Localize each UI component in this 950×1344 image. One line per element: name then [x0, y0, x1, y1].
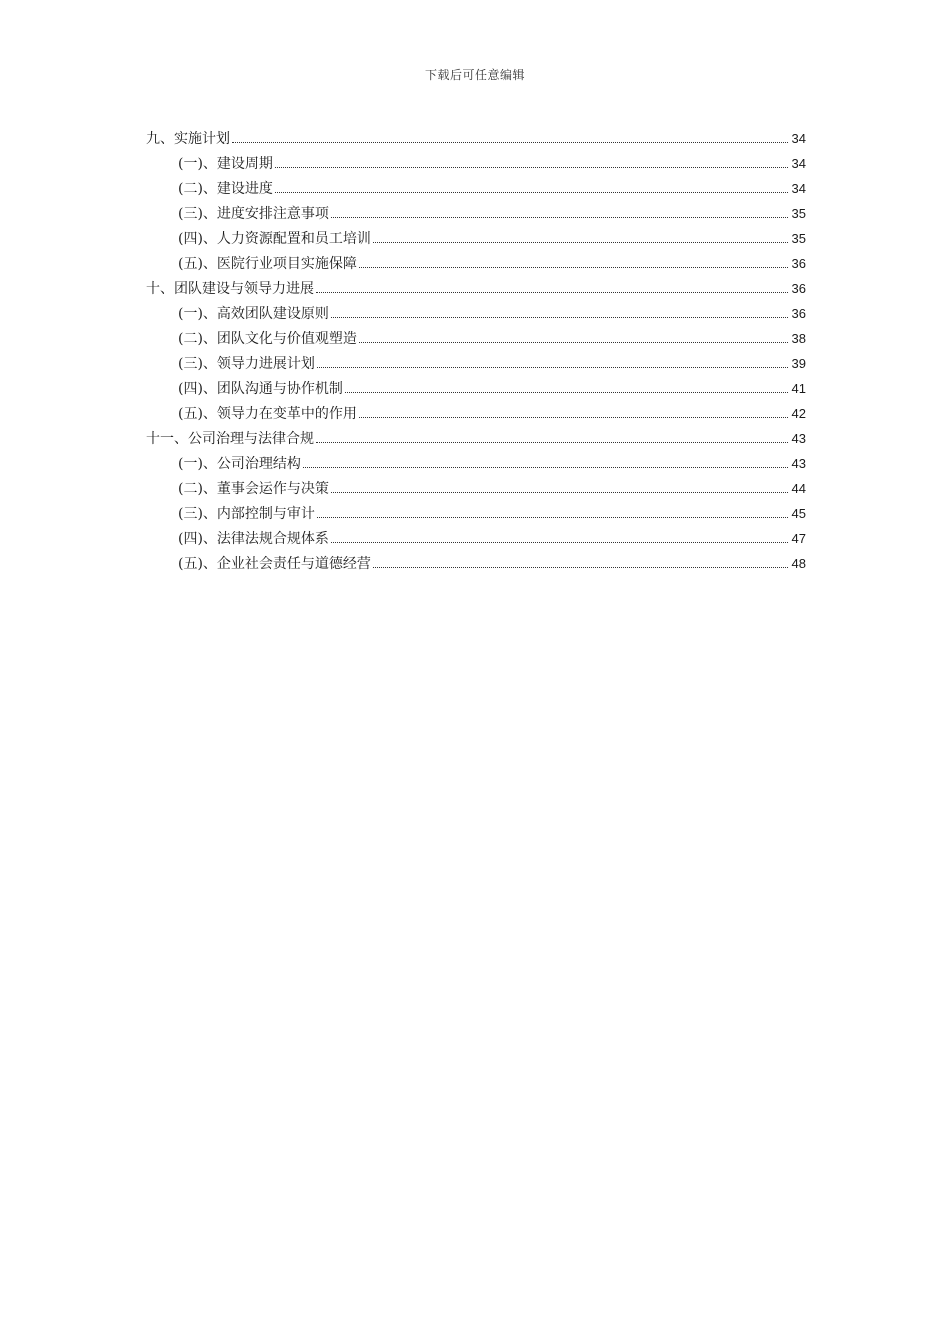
- toc-entry-title[interactable]: (三)、领导力进展计划: [178, 356, 315, 372]
- toc-entry-title[interactable]: (二)、建设进度: [178, 181, 273, 197]
- toc-leader-dots: [303, 467, 788, 468]
- toc-entry-title[interactable]: (四)、法律法规合规体系: [178, 531, 329, 547]
- toc-entry-page[interactable]: 43: [791, 431, 806, 446]
- toc-entry[interactable]: [146, 551, 806, 576]
- toc-leader-dots: [359, 267, 788, 268]
- toc-entry[interactable]: [146, 401, 806, 426]
- toc-entry-title[interactable]: (四)、人力资源配置和员工培训: [178, 231, 371, 247]
- toc-entry[interactable]: [146, 501, 806, 526]
- toc-entry-title[interactable]: (二)、团队文化与价值观塑造: [178, 331, 357, 347]
- toc-entry-title[interactable]: (五)、企业社会责任与道德经营: [178, 556, 371, 572]
- toc-leader-dots: [359, 342, 788, 343]
- toc-entry-title[interactable]: (一)、高效团队建设原则: [178, 306, 329, 322]
- toc-entry-title[interactable]: (五)、医院行业项目实施保障: [178, 256, 357, 272]
- toc-leader-dots: [316, 442, 788, 443]
- toc-entry-page[interactable]: 35: [791, 206, 806, 221]
- toc-entry-page[interactable]: 42: [791, 406, 806, 421]
- toc-leader-dots: [345, 392, 788, 393]
- toc-entry-page[interactable]: 34: [791, 131, 806, 146]
- toc-entry[interactable]: [146, 251, 806, 276]
- toc-entry-title[interactable]: 十、团队建设与领导力进展: [146, 281, 314, 297]
- table-of-contents: [146, 126, 806, 576]
- toc-leader-dots: [373, 567, 788, 568]
- toc-entry[interactable]: [146, 226, 806, 251]
- toc-entry-page[interactable]: 34: [791, 156, 806, 171]
- toc-leader-dots: [331, 492, 788, 493]
- toc-entry-page[interactable]: 39: [791, 356, 806, 371]
- toc-entry[interactable]: [146, 301, 806, 326]
- toc-leader-dots: [317, 517, 788, 518]
- toc-entry-title[interactable]: (一)、公司治理结构: [178, 456, 301, 472]
- toc-entry-title[interactable]: 十一、公司治理与法律合规: [146, 431, 314, 447]
- toc-entry-title[interactable]: (一)、建设周期: [178, 156, 273, 172]
- toc-entry-page[interactable]: 36: [791, 281, 806, 296]
- toc-entry-title[interactable]: (四)、团队沟通与协作机制: [178, 381, 343, 397]
- toc-entry-page[interactable]: 38: [791, 331, 806, 346]
- toc-entry-page[interactable]: 45: [791, 506, 806, 521]
- toc-entry-page[interactable]: 36: [791, 306, 806, 321]
- toc-entry[interactable]: [146, 176, 806, 201]
- toc-entry[interactable]: [146, 276, 806, 301]
- toc-entry[interactable]: [146, 201, 806, 226]
- toc-leader-dots: [331, 317, 788, 318]
- toc-entry-page[interactable]: 48: [791, 556, 806, 571]
- toc-entry[interactable]: [146, 351, 806, 376]
- toc-entry[interactable]: [146, 526, 806, 551]
- toc-entry-page[interactable]: 43: [791, 456, 806, 471]
- toc-leader-dots: [275, 167, 788, 168]
- toc-entry-title[interactable]: (五)、领导力在变革中的作用: [178, 406, 357, 422]
- toc-entry-page[interactable]: 35: [791, 231, 806, 246]
- toc-leader-dots: [316, 292, 788, 293]
- toc-leader-dots: [373, 242, 788, 243]
- toc-entry[interactable]: [146, 376, 806, 401]
- toc-leader-dots: [331, 217, 788, 218]
- toc-entry[interactable]: [146, 326, 806, 351]
- toc-entry-page[interactable]: 47: [791, 531, 806, 546]
- toc-entry[interactable]: [146, 426, 806, 451]
- toc-leader-dots: [331, 542, 788, 543]
- toc-leader-dots: [232, 142, 788, 143]
- toc-entry[interactable]: [146, 476, 806, 501]
- toc-entry[interactable]: [146, 151, 806, 176]
- toc-entry-page[interactable]: 36: [791, 256, 806, 271]
- toc-entry-title[interactable]: (三)、内部控制与审计: [178, 506, 315, 522]
- toc-entry[interactable]: [146, 451, 806, 476]
- toc-entry-page[interactable]: 44: [791, 481, 806, 496]
- toc-entry-title[interactable]: (二)、董事会运作与决策: [178, 481, 329, 497]
- toc-entry-title[interactable]: (三)、进度安排注意事项: [178, 206, 329, 222]
- toc-entry[interactable]: [146, 126, 806, 151]
- toc-leader-dots: [317, 367, 788, 368]
- toc-leader-dots: [359, 417, 788, 418]
- toc-entry-page[interactable]: 34: [791, 181, 806, 196]
- toc-leader-dots: [275, 192, 788, 193]
- toc-entry-page[interactable]: 41: [791, 381, 806, 396]
- toc-entry-title[interactable]: 九、实施计划: [146, 131, 230, 147]
- page-header: 下载后可任意编辑: [424, 68, 525, 82]
